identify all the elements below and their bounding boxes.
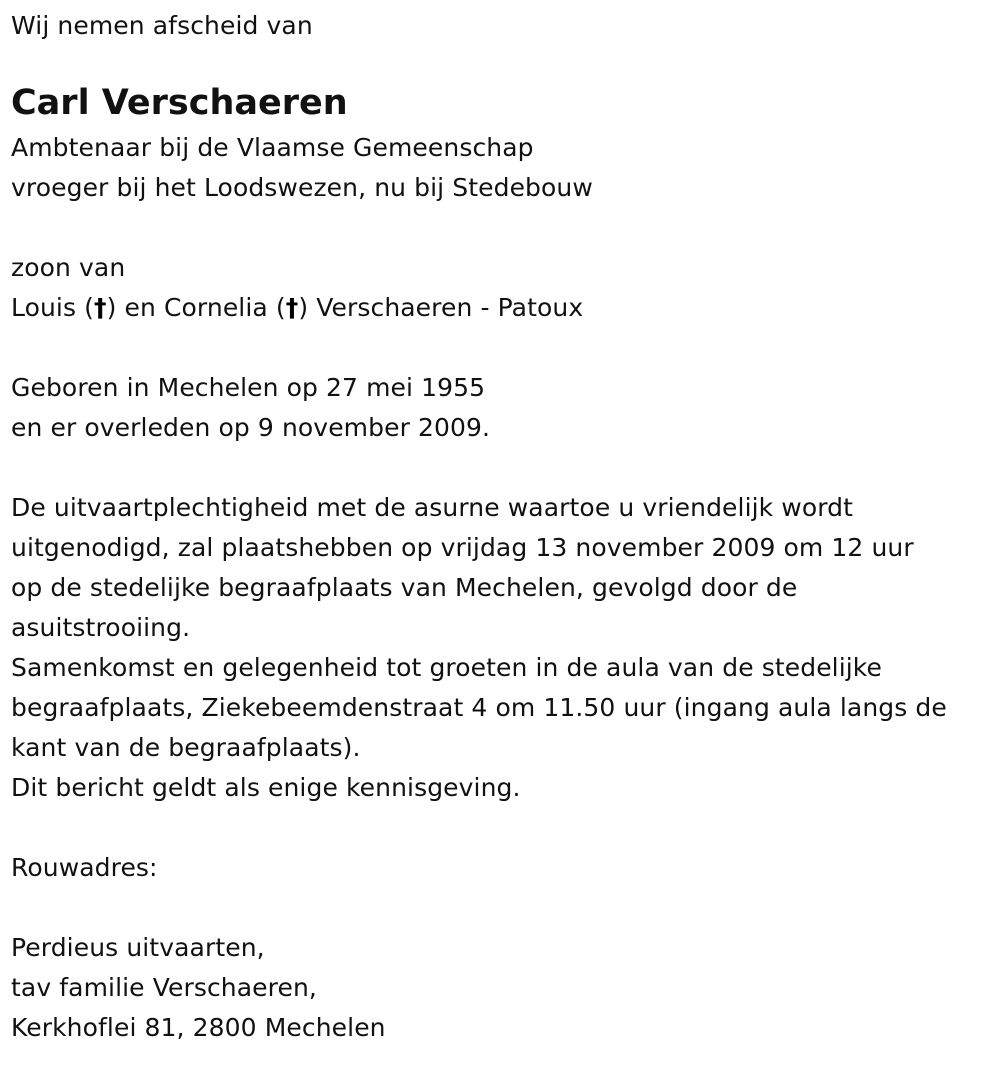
spacer bbox=[11, 808, 991, 848]
spacer bbox=[11, 448, 991, 488]
cross-icon: † bbox=[285, 293, 299, 322]
ceremony-line: kant van de begraafplaats). bbox=[11, 733, 361, 762]
occupation-line-1: Ambtenaar bij de Vlaamse Gemeenschap bbox=[11, 133, 534, 162]
ceremony-line: De uitvaartplechtigheid met de asurne waartoe u vriendelijk wordt bbox=[11, 493, 854, 522]
spacer bbox=[11, 328, 991, 368]
parents-label: zoon van bbox=[11, 253, 126, 282]
ceremony-line: begraafplaats, Ziekebeemdenstraat 4 om 11.50 uur (ingang aula langs de bbox=[11, 693, 947, 722]
ceremony-line: uitgenodigd, zal plaatshebben op vrijdag 13 november 2009 om 12 uur bbox=[11, 533, 914, 562]
spacer bbox=[11, 888, 991, 928]
address-line-3: Kerkhoflei 81, 2800 Mechelen bbox=[11, 1013, 386, 1042]
address-label: Rouwadres: bbox=[11, 853, 158, 882]
birth-text: Geboren in Mechelen op 27 mei 1955 bbox=[11, 373, 486, 402]
ceremony-line: asuitstrooiing. bbox=[11, 613, 191, 642]
mother-name: ) en Cornelia ( bbox=[106, 293, 286, 322]
father-name: Louis ( bbox=[11, 293, 94, 322]
death-text: en er overleden op 9 november 2009. bbox=[11, 413, 491, 442]
ceremony-paragraph bbox=[11, 488, 991, 808]
address-line-1: Perdieus uitvaarten, bbox=[11, 933, 265, 962]
intro-text: Wij nemen afscheid van bbox=[11, 11, 313, 40]
cross-icon: † bbox=[94, 293, 107, 322]
ceremony-line: op de stedelijke begraafplaats van Mechelen, gevolgd door de bbox=[11, 573, 798, 602]
family-name: ) Verschaeren - Patoux bbox=[298, 293, 584, 322]
parents-names bbox=[11, 288, 991, 328]
death-notice bbox=[11, 6, 991, 1048]
address-line-2: tav familie Verschaeren, bbox=[11, 973, 317, 1002]
ceremony-line: Samenkomst en gelegenheid tot groeten in de aula van de stedelijke bbox=[11, 653, 882, 682]
spacer bbox=[11, 208, 991, 248]
ceremony-line: Dit bericht geldt als enige kennisgeving. bbox=[11, 773, 521, 802]
deceased-name: Carl Verschaeren bbox=[11, 83, 348, 123]
occupation-line-2: vroeger bij het Loodswezen, nu bij Stedebouw bbox=[11, 173, 593, 202]
